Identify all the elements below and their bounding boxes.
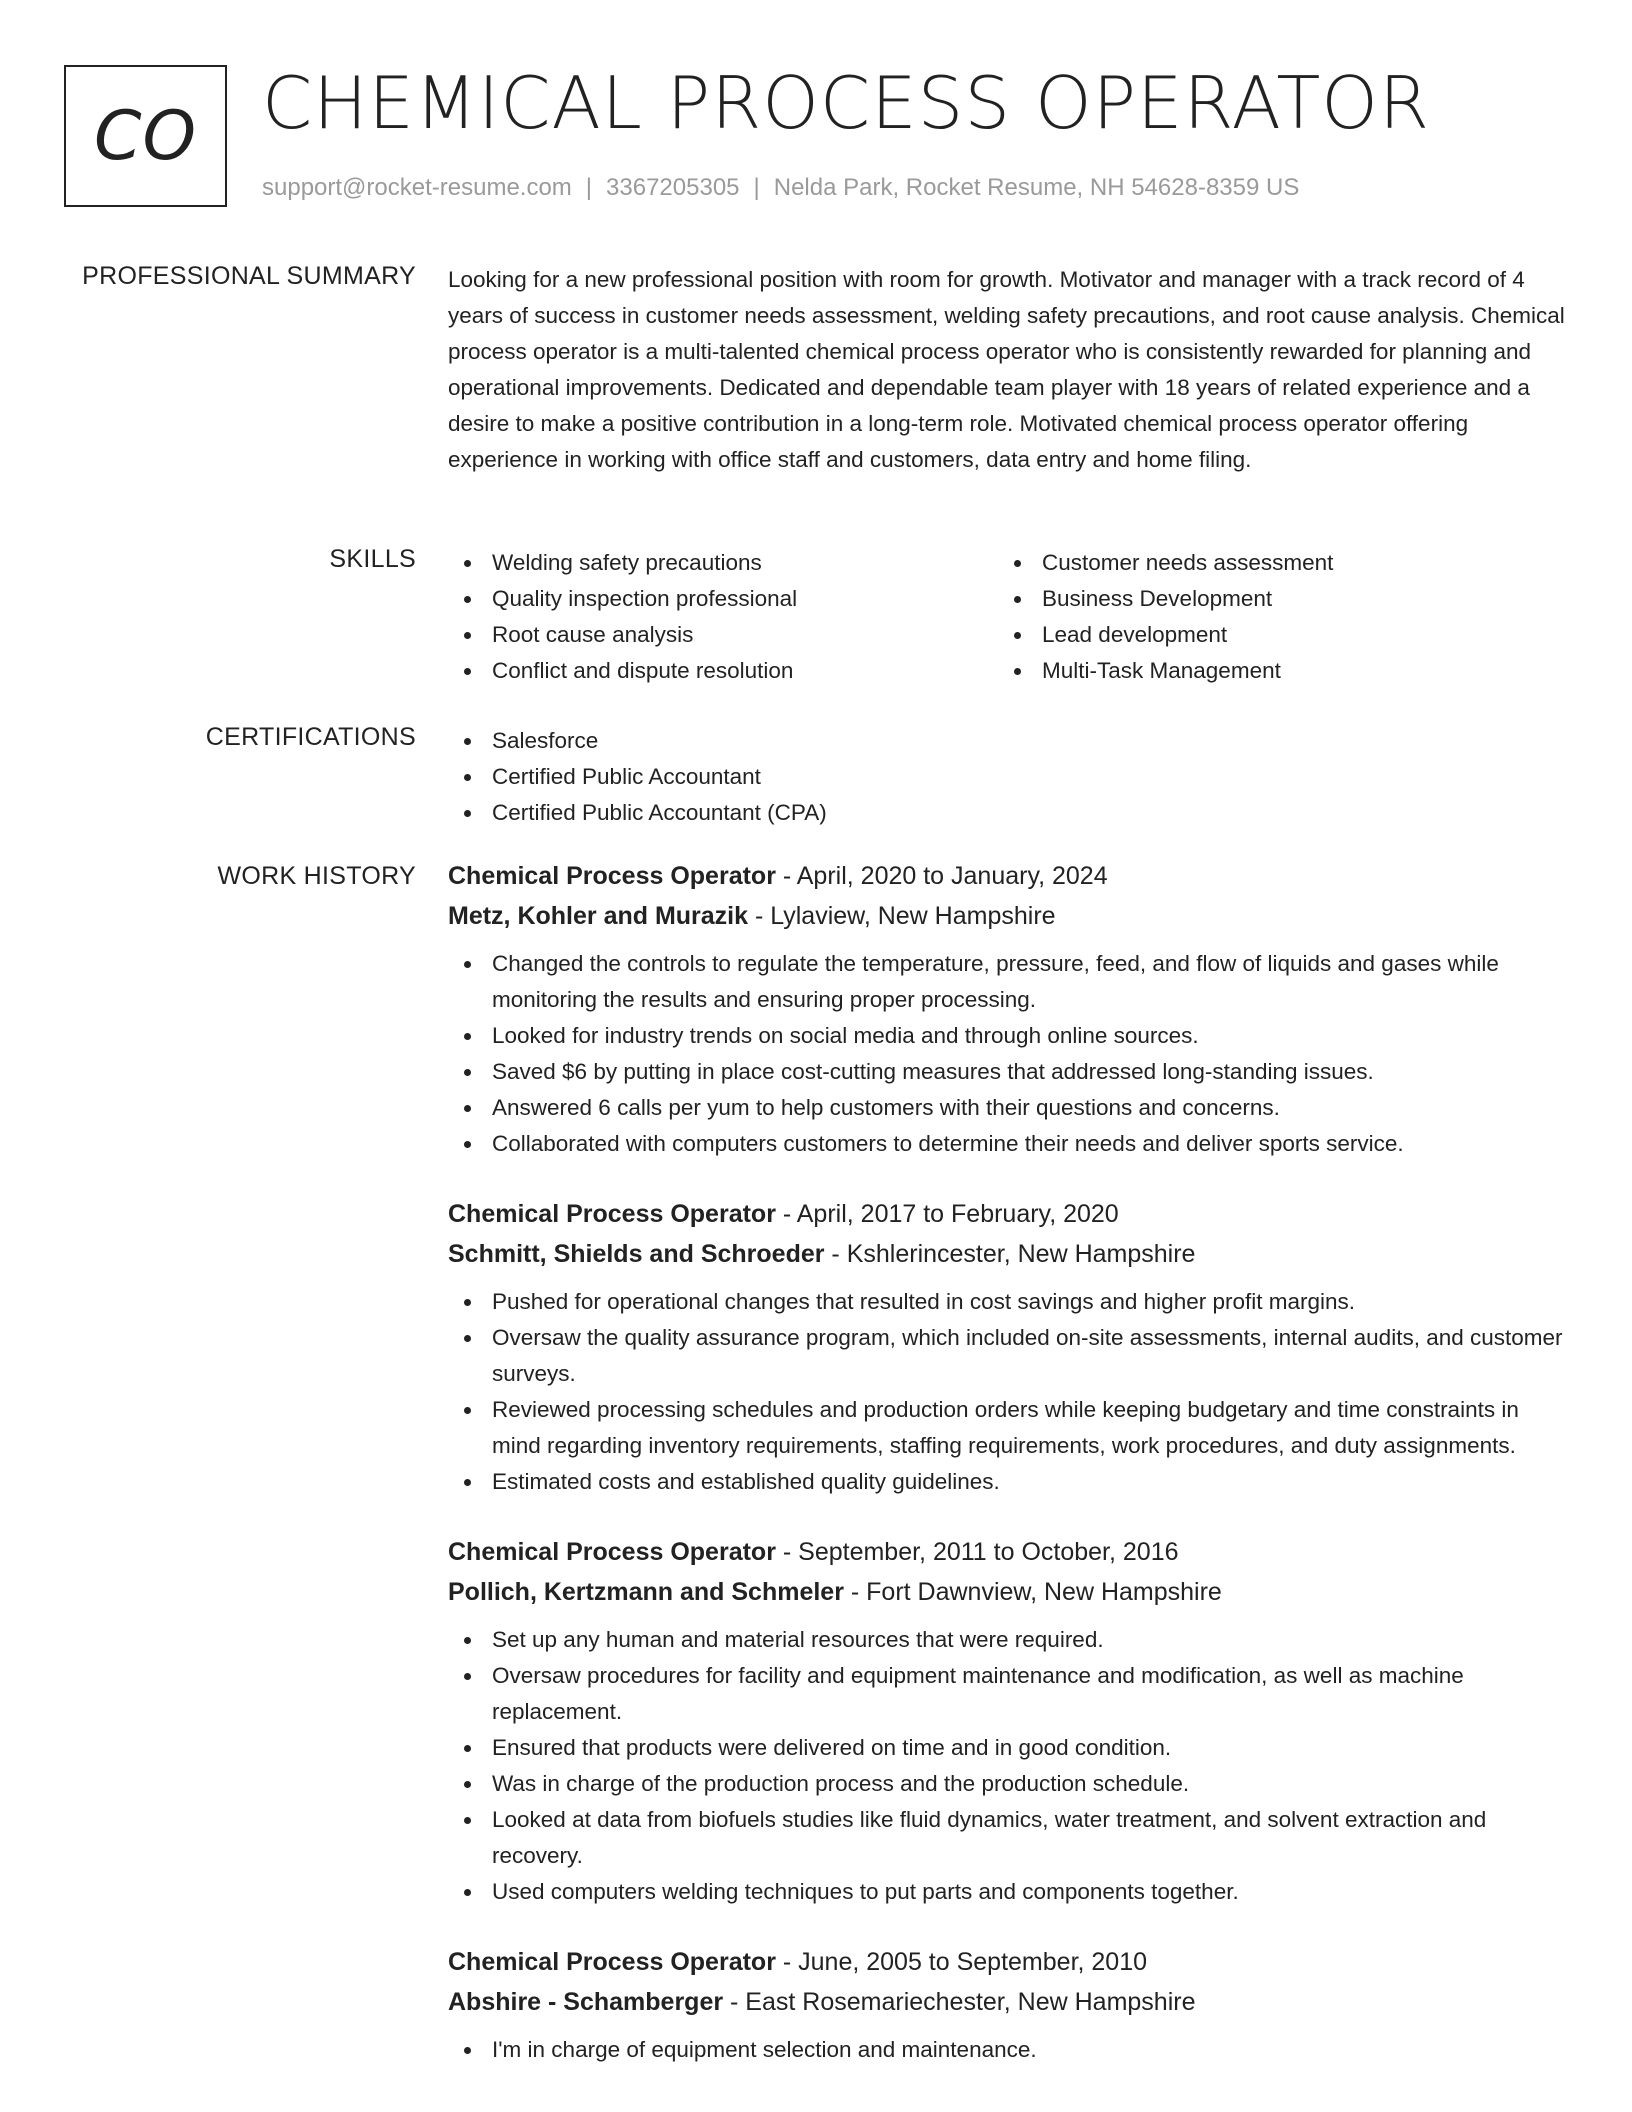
monogram-box xyxy=(64,65,227,207)
job-dates: - September, 2011 to October, 2016 xyxy=(775,1538,1179,1566)
job-duty: Oversaw procedures for facility and equipment maintenance and modification, as well as machine replacement. xyxy=(448,1658,1568,1730)
job-title: Chemical Process Operator xyxy=(448,862,776,890)
job-title-line xyxy=(448,856,1568,896)
contact-email: support@rocket-resume.com xyxy=(262,174,572,201)
job-location: - East Rosemariechester, New Hampshire xyxy=(723,1988,1196,2016)
job-duty: Answered 6 calls per yum to help customers with their questions and concerns. xyxy=(448,1090,1568,1126)
job-duty: Oversaw the quality assurance program, which included on-site assessments, internal audits, and customer surveys. xyxy=(448,1320,1568,1392)
job-dates: - April, 2020 to January, 2024 xyxy=(775,862,1108,890)
job-duties-list xyxy=(448,1622,1568,1910)
contact-separator: | xyxy=(753,174,760,201)
summary-heading: PROFESSIONAL SUMMARY xyxy=(82,262,416,290)
skill-item: Lead development xyxy=(998,617,1548,653)
resume-title: CHEMICAL PROCESS OPERATOR xyxy=(262,61,1430,145)
job-entry xyxy=(448,856,1568,1162)
job-title-line xyxy=(448,1532,1568,1572)
certifications-heading: CERTIFICATIONS xyxy=(205,723,416,751)
certification-item: Salesforce xyxy=(448,723,1568,759)
contact-line xyxy=(262,174,1299,202)
job-duties-list xyxy=(448,1284,1568,1500)
job-company: Abshire - Schamberger xyxy=(448,1988,724,2016)
job-dates: - June, 2005 to September, 2010 xyxy=(775,1948,1148,1976)
job-location: - Kshlerincester, New Hampshire xyxy=(824,1240,1196,1268)
job-company: Metz, Kohler and Murazik xyxy=(448,902,749,930)
certification-item: Certified Public Accountant xyxy=(448,759,1568,795)
summary-text: Looking for a new professional position with room for growth. Motivator and manager with a track record of 4 years of success in customer needs assessment, welding safety precautions, and root cause analysis. Chemical process operator is a multi-talented chemical process operator who is consistently rewarded for planning and operational improvements. Dedicated and dependable team player with 18 years of related experience and a desire to make a positive contribution in a long-term role. Motivated chemical process operator offering experience in working with office staff and customers, data entry and home filing. xyxy=(448,267,1565,472)
job-duty: Saved $6 by putting in place cost-cutting measures that addressed long-standing issues. xyxy=(448,1054,1568,1090)
skill-item: Root cause analysis xyxy=(448,617,998,653)
job-duties-list xyxy=(448,2032,1568,2068)
skill-item: Quality inspection professional xyxy=(448,581,998,617)
job-entry xyxy=(448,1194,1568,1500)
job-company-line xyxy=(448,1572,1568,1612)
job-title: Chemical Process Operator xyxy=(448,1948,776,1976)
contact-separator: | xyxy=(585,174,593,201)
skill-item: Multi-Task Management xyxy=(998,653,1548,689)
job-title: Chemical Process Operator xyxy=(448,1200,776,1228)
job-duty: Looked for industry trends on social media and through online sources. xyxy=(448,1018,1568,1054)
job-company: Schmitt, Shields and Schroeder xyxy=(448,1240,825,1268)
skill-item: Business Development xyxy=(998,581,1548,617)
job-title-line xyxy=(448,1194,1568,1234)
job-duty: I'm in charge of equipment selection and maintenance. xyxy=(448,2032,1568,2068)
skills-list-left xyxy=(448,545,998,689)
monogram-initials: CO xyxy=(93,96,197,176)
job-duty: Ensured that products were delivered on time and in good condition. xyxy=(448,1730,1568,1766)
job-duties-list xyxy=(448,946,1568,1162)
job-duty: Set up any human and material resources that were required. xyxy=(448,1622,1568,1658)
job-duty: Reviewed processing schedules and production orders while keeping budgetary and time constraints in mind regarding inventory requirements, staffing requirements, work procedures, and duty assignments. xyxy=(448,1392,1568,1464)
job-company-line xyxy=(448,1982,1568,2022)
job-duty: Was in charge of the production process and the production schedule. xyxy=(448,1766,1568,1802)
job-duty: Estimated costs and established quality guidelines. xyxy=(448,1464,1568,1500)
job-duty: Looked at data from biofuels studies like fluid dynamics, water treatment, and solvent extraction and recovery. xyxy=(448,1802,1568,1874)
contact-phone: 3367205305 xyxy=(606,174,740,201)
skills-list-right xyxy=(998,545,1548,689)
job-company-line xyxy=(448,1234,1568,1274)
job-company-line xyxy=(448,896,1568,936)
job-duty: Changed the controls to regulate the temperature, pressure, feed, and flow of liquids and gases while monitoring the results and ensuring proper processing. xyxy=(448,946,1568,1018)
job-title-line xyxy=(448,1942,1568,1982)
work-history-heading: WORK HISTORY xyxy=(217,862,416,890)
job-title: Chemical Process Operator xyxy=(448,1538,776,1566)
job-duty: Pushed for operational changes that resulted in cost savings and higher profit margins. xyxy=(448,1284,1568,1320)
job-entry xyxy=(448,1942,1568,2068)
job-dates: - April, 2017 to February, 2020 xyxy=(775,1200,1119,1228)
contact-address: Nelda Park, Rocket Resume, NH 54628-8359 US xyxy=(773,174,1300,201)
job-duty: Collaborated with computers customers to determine their needs and deliver sports service. xyxy=(448,1126,1568,1162)
job-duty: Used computers welding techniques to put parts and components together. xyxy=(448,1874,1568,1910)
skill-item: Welding safety precautions xyxy=(448,545,998,581)
job-location: - Lylaview, New Hampshire xyxy=(748,902,1056,930)
certification-item: Certified Public Accountant (CPA) xyxy=(448,795,1568,831)
job-location: - Fort Dawnview, New Hampshire xyxy=(843,1578,1222,1606)
job-entry xyxy=(448,1532,1568,1910)
job-company: Pollich, Kertzmann and Schmeler xyxy=(448,1578,844,1606)
certifications-list xyxy=(448,723,1568,831)
skills-heading: SKILLS xyxy=(329,545,416,573)
skill-item: Customer needs assessment xyxy=(998,545,1548,581)
skill-item: Conflict and dispute resolution xyxy=(448,653,998,689)
